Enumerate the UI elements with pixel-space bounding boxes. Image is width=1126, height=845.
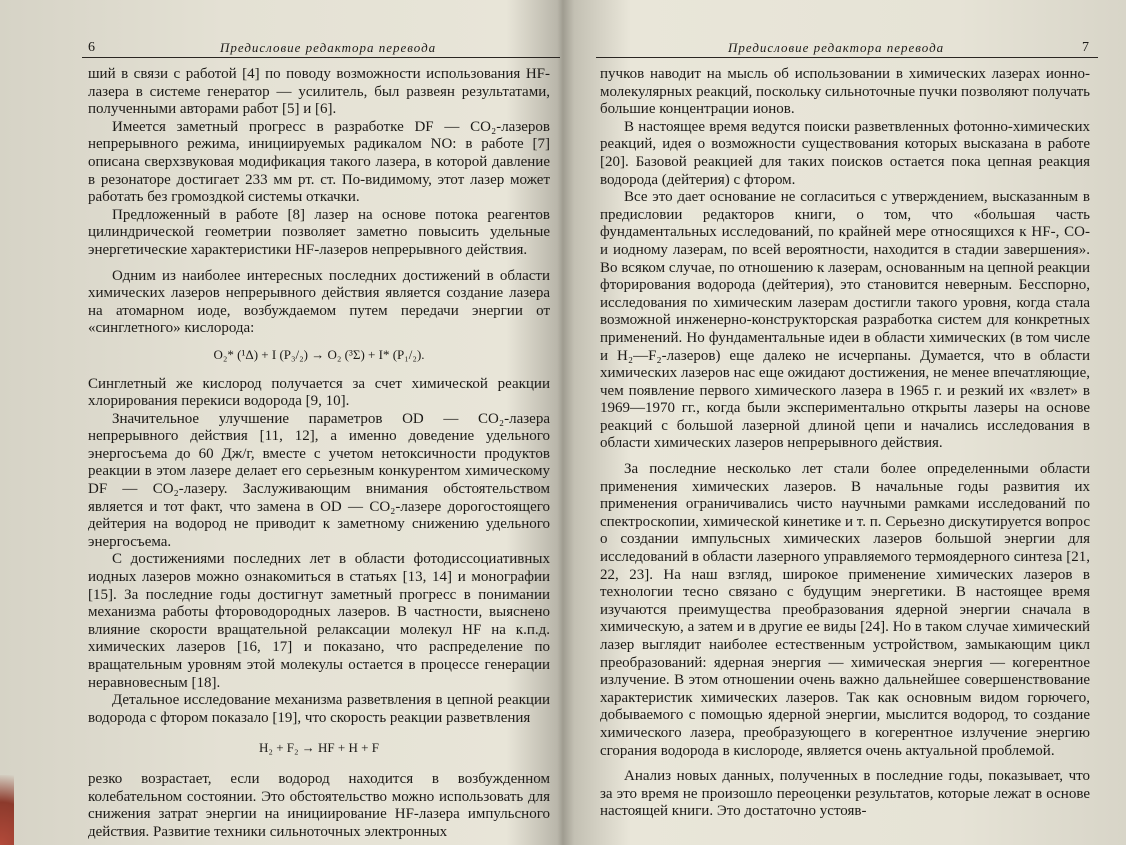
paragraph: Анализ новых данных, полученных в последние годы, показывает, что за это время не произошло переоценки результатов, которые лежат в основе настоящей книги. Это достаточно устояв- <box>600 768 1090 820</box>
paragraph: Значительное улучшение параметров OD — CO₂-лазера непрерывного действия [11, 12], а именно доведение удельного энергосъема до 60 Дж/г, вместе с учетом нетоксичности продуктов реакции в этом лазере делает его серьезным конкурентом химическому DF — CO₂-лазеру. Заслуживающим внимания обстоятельством является и тот факт, что замена в OD — CO₂-лазере дорогостоящего дейтерия на водород не приводит к заметному снижению удельного энергосъема. <box>88 410 550 550</box>
right-page-header <box>588 40 1108 58</box>
paragraph: пучков наводит на мысль об использовании в химических лазерах ионно-молекулярных реакций, поскольку сильноточные пучки позволяют получать большие концентрации ионов. <box>600 66 1090 118</box>
right-page-body <box>600 66 1090 821</box>
header-rule <box>82 57 560 58</box>
paragraph-gap <box>600 760 1090 768</box>
paragraph: Предложенный в работе [8] лазер на основе потока реагентов цилиндрической геометрии позволяет заметно повысить удельные энергетические характеристики HF-лазеров непрерывного действия. <box>88 206 550 258</box>
paragraph: В настоящее время ведутся поиски разветвленных фотонно-химических реакций, идея о возможности существования которых высказана в работе [20]. Базовой реакцией для таких поисков остается пока цепная реакция водорода (дейтерия) с фтором. <box>600 118 1090 188</box>
left-page <box>40 0 560 845</box>
paragraph: С достижениями последних лет в области фотодиссоциативных иодных лазеров можно ознакомиться в статьях [13, 14] и монографии [15]. За последние годы достигнут заметный прогресс в понимании механизма работы фтороводородных лазеров. В частности, выяснено влияние скорости вращательной релаксации молекул HF на к.п.д. химических лазеров [16, 17] и показано, что распределение по вращательным уровням этой молекулы остается в процессе генерации неравновесным [18]. <box>88 551 550 691</box>
left-page-header <box>40 40 560 58</box>
paragraph: ший в связи с работой [4] по поводу возможности использования HF-лазера в системе генератор — усилитель, был развеян результатами, полученными авторами работ [5] и [6]. <box>88 66 550 118</box>
paragraph-gap <box>600 453 1090 461</box>
paragraph: резко возрастает, если водород находится в возбужденном колебательном состоянии. Это обстоятельство можно использовать для снижения затрат энергии на инициирование HF-лазера импульсного действия. Развитие техники сильноточных электронных <box>88 770 550 840</box>
paragraph: Детальное исследование механизма разветвления в цепной реакции водорода с фтором показало [19], что скорость реакции разветвления <box>88 692 550 726</box>
paragraph: Одним из наиболее интересных последних достижений в области химических лазеров непрерывного действия является создание лазера на атомарном иоде, возбуждаемом путем передачи энергии от «синглетного» кислорода: <box>88 267 550 337</box>
page-number: 7 <box>1082 40 1090 55</box>
paragraph: Все это дает основание не согласиться с утверждением, высказанным в предисловии редакторов книги, о том, что «большая часть фундаментальных исследований, по крайней мере относящихся к HF-, CO- и иодному лазерам, по всей вероятности, находится в стадии завершения». Во всяком случае, по отношению к лазерам, основанным на цепной реакции фторирования водорода (дейтерия), это становится неверным. Бесспорно, исследования по химическим лазерам достигли такого уровня, когда стала возможной инженерно-конструкторская разработка систем для конкретных применений. Но фундаментальные идеи в области химических (в том числе и H₂—F₂-лазеров) еще далеко не исчерпаны. Думается, что в области химических лазеров нас еще ожидают достижения, не менее впечатляющие, чем появление первого химического лазера в 1965 г. и резкий их «взлет» в 1969—1970 гг., когда были экспериментально открыты лазеры на основе реакций с большой лазерной длиной цепи и начались исследования в области химических лазеров непрерывного действия. <box>600 189 1090 452</box>
paragraph-gap <box>88 260 550 268</box>
formula-oxygen-iodine: O₂* (¹Δ) + I (P₃/₂) → O₂ (³Σ) + I* (P₁/₂). <box>213 346 425 362</box>
formula-hydrogen-fluorine: H₂ + F₂ → HF + H + F <box>259 740 379 756</box>
paragraph: За последние несколько лет стали более определенными области применения химических лазеров. В начальные годы развития их применения ограничивались чисто научными рамками исследований по спектроскопии, химической кинетике и т. п. Серьезно дискутируется вопрос о создании импульсных химических лазеров большой энергии для исследований в области лазерного управляемого термоядерного синтеза [21, 22, 23]. На наш взгляд, широкое применение химических лазеров в технологии тесно связано с будущим энергетики. В настоящее время изучаются преимущества преобразования ядерной энергии сначала в химическую, а затем и в другие ее виды [24]. Но в таком случае химический лазер выглядит наиболее естественным устройством, замыкающим цикл преобразований: ядерная энергия — химическая энергия — когерентное излучение. В этом отношении очень важно дальнейшее совершенствование характеристик химических лазеров. Так как основным видом горючего, добываемого с помощью ядерной энергии, мыслится водород, то создание химического лазера, преобразующего в когерентное излучение энергию сгорания водорода в кислороде, является очень актуальной проблемой. <box>600 461 1090 759</box>
running-head: Предисловие редактора перевода <box>728 40 945 55</box>
finger-edge <box>0 775 14 845</box>
page-number: 6 <box>88 40 96 55</box>
left-page-body <box>88 66 550 841</box>
paragraph: Синглетный же кислород получается за счет химической реакции хлорирования перекиси водорода [9, 10]. <box>88 375 550 410</box>
header-rule <box>596 57 1098 58</box>
running-head: Предисловие редактора перевода <box>220 40 437 55</box>
paragraph: Имеется заметный прогресс в разработке DF — CO₂-лазеров непрерывного режима, инициируемых радикалом NO: в работе [7] описана сверхзвуковая модификация такого лазера, в которой давление в резонаторе достигает 233 мм рт. ст. По-видимому, этот лазер может работать без громоздкой системы откачки. <box>88 118 550 206</box>
right-page <box>588 0 1108 845</box>
